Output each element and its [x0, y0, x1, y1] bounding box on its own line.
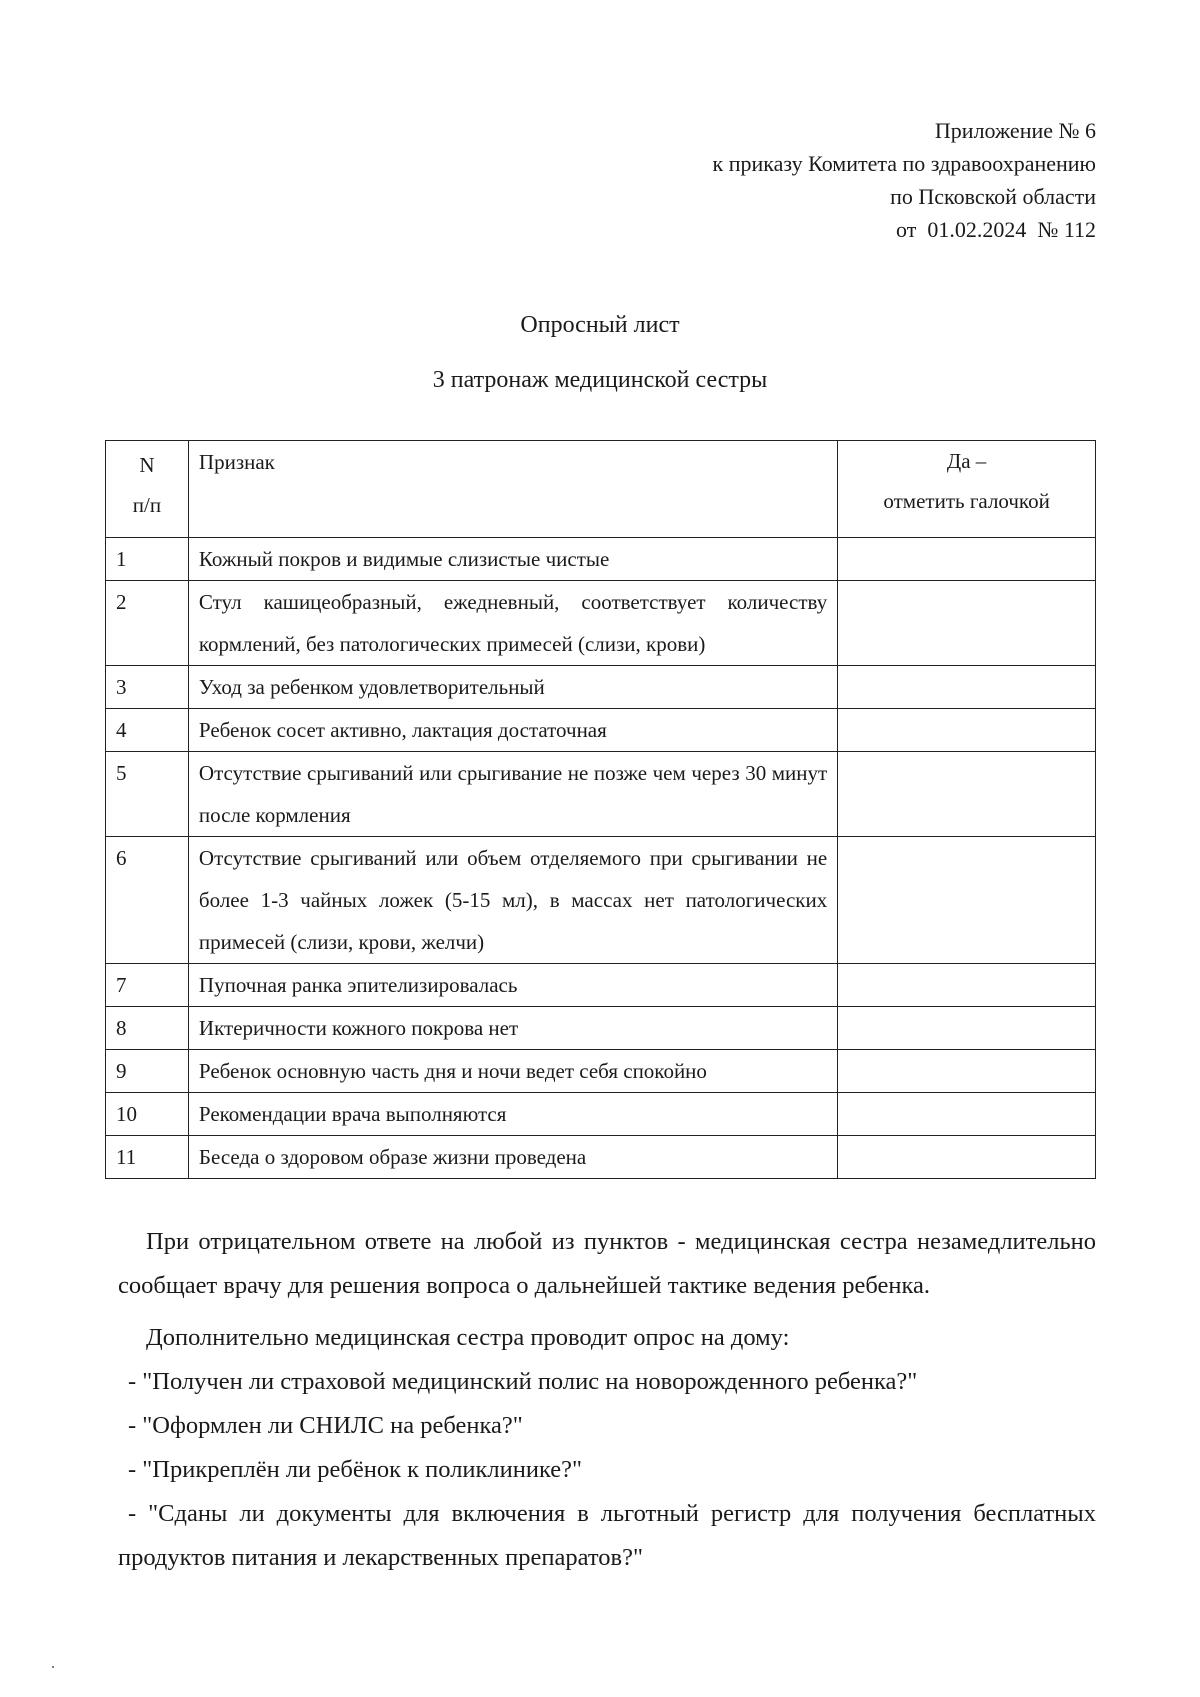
- table-row: [106, 1050, 1096, 1093]
- header-sign-label: Признак: [198, 450, 275, 474]
- row-number: 4: [106, 709, 189, 752]
- table-row: [106, 1136, 1096, 1179]
- questionnaire-table: [105, 440, 1096, 1179]
- row-number: 8: [106, 1007, 189, 1050]
- row-checkmark-cell[interactable]: [838, 581, 1096, 666]
- survey-question: - "Сданы ли документы для включения в льготный регистр для получения бесплатных продуктов питания и лекарственных препаратов?": [118, 1500, 1096, 1571]
- table-row: [106, 1093, 1096, 1136]
- appendix-line-3: по Псковской области: [890, 184, 1096, 209]
- row-checkmark-cell[interactable]: [838, 837, 1096, 964]
- table-row: [106, 538, 1096, 581]
- negative-answer-note: При отрицательном ответе на любой из пунктов - медицинская сестра незамедлительно сообщает врачу для решения вопроса о дальнейшей тактике ведения ребенка.: [118, 1228, 1096, 1299]
- row-sign-text: Беседа о здоровом образе жизни проведена: [188, 1136, 837, 1179]
- row-number: 9: [106, 1050, 189, 1093]
- appendix-line-4: от 01.02.2024 № 112: [896, 217, 1096, 242]
- document-title: Опросный лист: [520, 312, 680, 338]
- row-sign-text: Иктеричности кожного покрова нет: [188, 1007, 837, 1050]
- row-checkmark-cell[interactable]: [838, 1136, 1096, 1179]
- table-header-row: [106, 441, 1096, 538]
- row-checkmark-cell[interactable]: [838, 709, 1096, 752]
- header-number-sublabel: п/п: [132, 493, 162, 517]
- table-row: [106, 752, 1096, 837]
- appendix-header: [713, 114, 1096, 246]
- row-sign-text: Стул кашицеобразный, ежедневный, соответствует количеству кормлений, без патологических примесей (слизи, крови): [188, 581, 837, 666]
- header-number-cell: [106, 441, 189, 538]
- header-number-label: N: [139, 453, 155, 477]
- row-number: 11: [106, 1136, 189, 1179]
- row-number: 10: [106, 1093, 189, 1136]
- survey-question: - "Прикреплён ли ребёнок к поликлинике?": [128, 1456, 583, 1483]
- table-row: [106, 581, 1096, 666]
- row-sign-text: Уход за ребенком удовлетворительный: [188, 666, 837, 709]
- row-sign-text: Отсутствие срыгиваний или объем отделяемого при срыгивании не более 1-3 чайных ложек (5-15 мл), в массах нет патологических примесей (слизи, крови, желчи): [188, 837, 837, 964]
- row-checkmark-cell[interactable]: [838, 1050, 1096, 1093]
- home-survey-intro: Дополнительно медицинская сестра проводит опрос на дому:: [146, 1324, 790, 1351]
- row-number: 7: [106, 964, 189, 1007]
- row-checkmark-cell[interactable]: [838, 752, 1096, 837]
- row-checkmark-cell[interactable]: [838, 1007, 1096, 1050]
- row-sign-text: Пупочная ранка эпителизировалась: [188, 964, 837, 1007]
- row-sign-text: Ребенок основную часть дня и ночи ведет себя спокойно: [188, 1050, 837, 1093]
- survey-question: - "Оформлен ли СНИЛС на ребенка?": [128, 1412, 523, 1439]
- notes-section: [118, 1220, 1096, 1580]
- table-row: [106, 709, 1096, 752]
- row-number: 2: [106, 581, 189, 666]
- table-row: [106, 837, 1096, 964]
- row-checkmark-cell[interactable]: [838, 1093, 1096, 1136]
- header-yes-sublabel: отметить галочкой: [883, 489, 1050, 513]
- row-checkmark-cell[interactable]: [838, 666, 1096, 709]
- row-sign-text: Ребенок сосет активно, лактация достаточная: [188, 709, 837, 752]
- row-number: 1: [106, 538, 189, 581]
- scan-speck: [52, 1666, 54, 1668]
- header-yes-label: Да –: [946, 449, 987, 473]
- row-sign-text: Рекомендации врача выполняются: [188, 1093, 837, 1136]
- row-sign-text: Отсутствие срыгиваний или срыгивание не позже чем через 30 минут после кормления: [188, 752, 837, 837]
- row-number: 6: [106, 837, 189, 964]
- survey-question: - "Получен ли страховой медицинский полис на новорожденного ребенка?": [128, 1368, 918, 1395]
- row-sign-text: Кожный покров и видимые слизистые чистые: [188, 538, 837, 581]
- document-subtitle: 3 патронаж медицинской сестры: [432, 367, 768, 393]
- appendix-line-2: к приказу Комитета по здравоохранению: [712, 151, 1096, 176]
- table-row: [106, 964, 1096, 1007]
- row-number: 5: [106, 752, 189, 837]
- table-row: [106, 666, 1096, 709]
- header-yes-cell: [838, 441, 1096, 538]
- row-checkmark-cell[interactable]: [838, 538, 1096, 581]
- appendix-line-1: Приложение № 6: [934, 118, 1096, 143]
- row-number: 3: [106, 666, 189, 709]
- table-row: [106, 1007, 1096, 1050]
- row-checkmark-cell[interactable]: [838, 964, 1096, 1007]
- header-sign-cell: [188, 441, 837, 538]
